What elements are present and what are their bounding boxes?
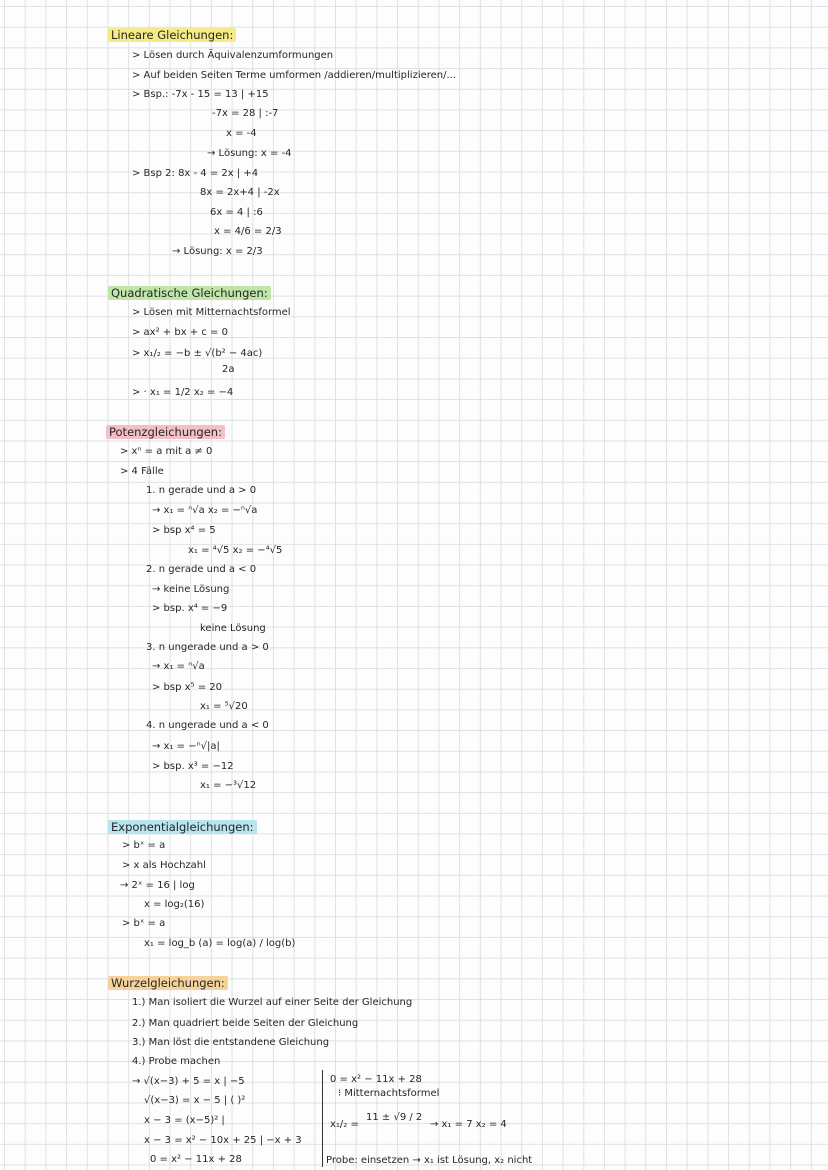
note-line: → Lösung: x = -4 <box>207 148 292 159</box>
note-line: 1. n gerade und a > 0 <box>146 485 257 496</box>
note-line: x − 3 = x² − 10x + 25 | −x + 3 <box>144 1135 302 1146</box>
note-line: > Lösen durch Äquivalenzumformungen <box>132 50 334 61</box>
note-line: √(x−3) = x − 5 | ( )² <box>144 1095 246 1106</box>
note-line: > Bsp 2: 8x - 4 = 2x | +4 <box>132 168 259 179</box>
column-divider <box>322 1070 323 1167</box>
note-line: > Lösen mit Mitternachtsformel <box>132 307 291 318</box>
note-line: > bsp x⁴ = 5 <box>152 525 216 536</box>
note-line: x₁ = ⁴√5 x₂ = −⁴√5 <box>188 545 283 556</box>
note-line: → keine Lösung <box>152 584 230 595</box>
note-line: 1.) Man isoliert die Wurzel auf einer Seite der Gleichung <box>132 997 413 1008</box>
note-line: 3. n ungerade und a > 0 <box>146 642 269 653</box>
note-line: 2. n gerade und a < 0 <box>146 564 257 575</box>
note-line: x = 4/6 = 2/3 <box>214 226 282 237</box>
note-line: 0 = x² − 11x + 28 <box>330 1074 422 1085</box>
note-line: x₁ = −³√12 <box>200 780 257 791</box>
note-line: → 2ˣ = 16 | log <box>120 880 195 891</box>
note-line: > xⁿ = a mit a ≠ 0 <box>120 446 213 457</box>
note-line: > bsp. x³ = −12 <box>152 761 234 772</box>
heading-lineare: Lineare Gleichungen: <box>108 28 236 42</box>
note-line: x = log₂(16) <box>144 899 205 910</box>
note-line: > bsp x⁵ = 20 <box>152 682 223 693</box>
note-line: x₁ = ⁵√20 <box>200 701 248 712</box>
note-line: > bˣ = a <box>122 918 166 929</box>
note-line: 3.) Man löst die entstandene Gleichung <box>132 1037 330 1048</box>
note-line: 8x = 2x+4 | -2x <box>200 187 280 198</box>
heading-potenz: Potenzgleichungen: <box>106 425 225 439</box>
note-line: 0 = x² − 11x + 28 <box>150 1154 242 1165</box>
note-line: 11 ± √9 / 2 <box>366 1112 423 1123</box>
note-line: → x₁ = ⁿ√a x₂ = −ⁿ√a <box>152 505 258 516</box>
note-line: > Auf beiden Seiten Terme umformen /addieren/multiplizieren/... <box>132 70 457 81</box>
note-line: > ax² + bx + c = 0 <box>132 327 228 338</box>
note-line: > bsp. x⁴ = −9 <box>152 603 228 614</box>
note-line: -7x = 28 | :-7 <box>212 108 279 119</box>
note-line: 4. n ungerade und a < 0 <box>146 720 269 731</box>
note-line: > · x₁ = 1/2 x₂ = −4 <box>132 387 234 398</box>
heading-wurzel: Wurzelgleichungen: <box>108 976 228 990</box>
heading-exponential: Exponentialgleichungen: <box>108 820 257 834</box>
note-line: x₁/₂ = <box>330 1119 359 1130</box>
note-line: > bˣ = a <box>122 840 166 851</box>
note-line: 6x = 4 | :6 <box>210 207 263 218</box>
note-line: x₁ = log_b (a) = log(a) / log(b) <box>144 938 296 949</box>
note-line: > x als Hochzahl <box>122 860 206 871</box>
note-line: 2.) Man quadriert beide Seiten der Gleichung <box>132 1018 359 1029</box>
note-line: > x₁/₂ = −b ± √(b² − 4ac) <box>132 348 263 359</box>
heading-quadratische: Quadratische Gleichungen: <box>108 286 271 300</box>
note-line: keine Lösung <box>200 623 266 634</box>
note-line: x = -4 <box>226 128 257 139</box>
note-line: Probe: einsetzen → x₁ ist Lösung, x₂ nicht <box>326 1155 533 1166</box>
note-line: → x₁ = −ⁿ√|a| <box>152 741 220 752</box>
note-line: x − 3 = (x−5)² | <box>144 1115 225 1126</box>
note-line: → x₁ = ⁿ√a <box>152 661 205 672</box>
note-line: → x₁ = 7 x₂ = 4 <box>430 1119 507 1130</box>
note-line: 4.) Probe machen <box>132 1056 221 1067</box>
note-line: > 4 Fälle <box>120 466 164 477</box>
note-line: → Lösung: x = 2/3 <box>172 246 263 257</box>
note-line: → √(x−3) + 5 = x | −5 <box>132 1076 245 1087</box>
note-line: 2a <box>222 364 235 375</box>
note-line: > Bsp.: -7x - 15 = 13 | +15 <box>132 89 269 100</box>
note-line: ⁝ Mitternachtsformel <box>338 1088 440 1099</box>
